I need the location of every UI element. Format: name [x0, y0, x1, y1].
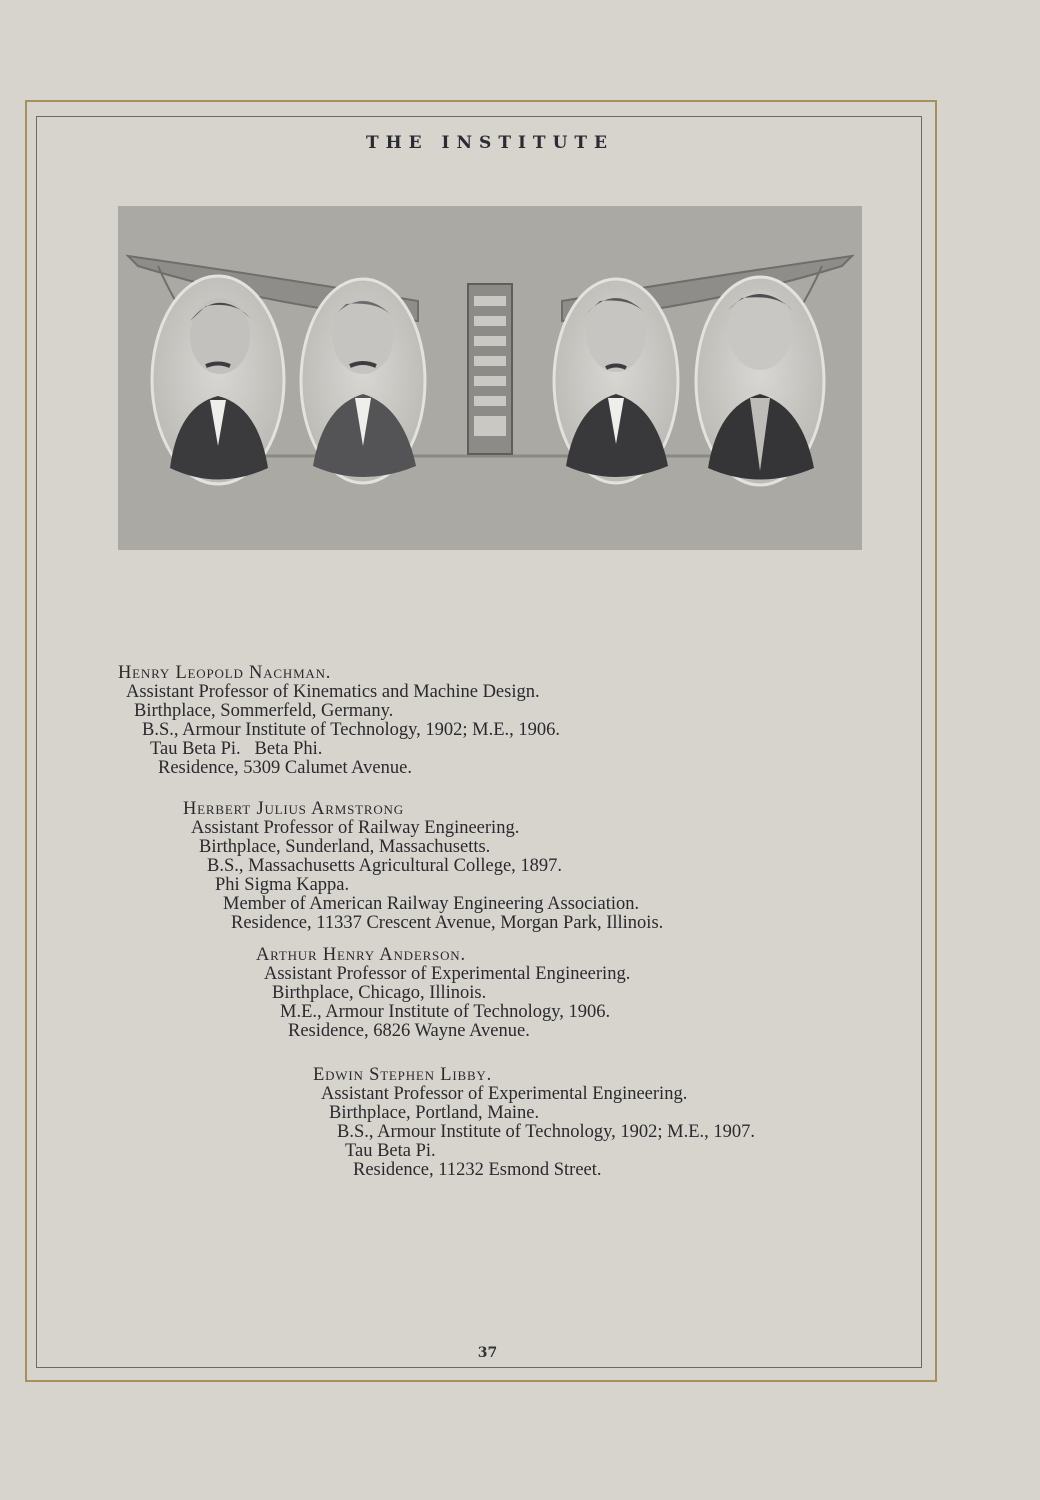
faculty-birthplace: Birthplace, Sommerfeld, Germany.	[134, 701, 394, 721]
faculty-residence: Residence, 5309 Calumet Avenue.	[158, 758, 412, 778]
portrait-2	[301, 279, 425, 483]
portrait-4	[696, 277, 824, 485]
faculty-title: Assistant Professor of Experimental Engineering.	[321, 1084, 688, 1104]
faculty-degrees: B.S., Armour Institute of Technology, 1902; M.E., 1906.	[142, 720, 561, 740]
portrait-3	[554, 279, 678, 483]
page-number: 37	[477, 1345, 498, 1361]
ornament-center-column	[468, 284, 512, 454]
faculty-entry	[183, 799, 664, 933]
faculty-title: Assistant Professor of Kinematics and Machine Design.	[126, 682, 540, 702]
faculty-name: Arthur Henry Anderson.	[256, 945, 466, 965]
faculty-societies: Phi Sigma Kappa.	[215, 875, 350, 895]
faculty-societies: Tau Beta Pi.	[345, 1141, 436, 1161]
faculty-name: Herbert Julius Armstrong	[183, 799, 404, 819]
faculty-residence: Residence, 11232 Esmond Street.	[353, 1160, 602, 1180]
faculty-name: Edwin Stephen Libby.	[313, 1065, 493, 1085]
faculty-entry	[313, 1065, 756, 1180]
faculty-societies: Tau Beta Pi. Beta Phi.	[150, 739, 323, 759]
faculty-degrees: B.S., Armour Institute of Technology, 1902; M.E., 1907.	[337, 1122, 756, 1142]
faculty-residence: Residence, 11337 Crescent Avenue, Morgan Park, Illinois.	[231, 913, 664, 933]
running-head: THE INSTITUTE	[365, 133, 615, 153]
faculty-birthplace: Birthplace, Portland, Maine.	[329, 1103, 540, 1123]
portrait-plate	[118, 206, 862, 550]
faculty-title: Assistant Professor of Railway Engineering.	[191, 818, 520, 838]
faculty-birthplace: Birthplace, Sunderland, Massachusetts.	[199, 837, 491, 857]
faculty-residence: Residence, 6826 Wayne Avenue.	[288, 1021, 530, 1041]
faculty-degrees: B.S., Massachusetts Agricultural College, 1897.	[207, 856, 563, 876]
portrait-1	[152, 276, 284, 484]
faculty-entry	[256, 945, 631, 1041]
faculty-entry	[118, 663, 561, 778]
faculty-title: Assistant Professor of Experimental Engineering.	[264, 964, 631, 984]
faculty-name: Henry Leopold Nachman.	[118, 663, 332, 683]
portrait-plate-art	[118, 206, 862, 550]
faculty-membership: Member of American Railway Engineering Association.	[223, 894, 640, 914]
faculty-degrees: M.E., Armour Institute of Technology, 1906.	[280, 1002, 611, 1022]
faculty-birthplace: Birthplace, Chicago, Illinois.	[272, 983, 487, 1003]
